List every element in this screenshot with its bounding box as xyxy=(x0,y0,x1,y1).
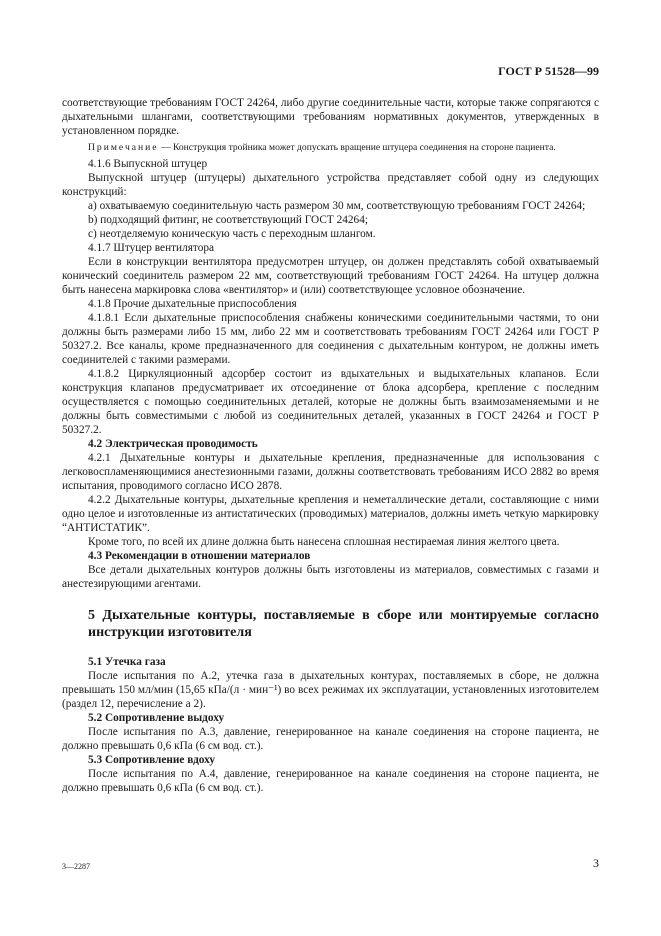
note xyxy=(62,142,599,154)
paragraph: После испытания по А.2, утечка газа в дыхательных контурах, поставляемых в сборе, не должна превышать 150 мл/мин (15,65 кПа/(л · мин⁻¹) во всех режимах их эксплуатации, установленных изготовителем (раздел 12, перечисление а 2). xyxy=(62,670,599,710)
paragraph: Если в конструкции вентилятора предусмотрен штуцер, он должен представлять собой охватываемый конический соединитель размером 22 мм, соответствующий требованиям ГОСТ 24264. На штуцер должна быть нанесена маркировка слова «вентилятор» и (или) соответствующее условное обозначение. xyxy=(62,256,599,296)
paragraph: Выпускной штуцер (штуцеры) дыхательного устройства представляет собой одну из следующих конструкций: xyxy=(62,172,599,198)
section-heading: 5.3 Сопротивление вдоху xyxy=(88,754,216,766)
paragraph: После испытания по А.3, давление, генерированное на канале соединения на стороне пациента, не должно превышать 0,6 кПа (6 см вод. ст.). xyxy=(62,726,599,752)
section-heading: 5.1 Утечка газа xyxy=(88,656,166,668)
clause-heading: 4.1.6 Выпускной штуцер xyxy=(88,158,208,170)
section-heading: 5.2 Сопротивление выдоху xyxy=(88,712,225,724)
paragraph: После испытания по А.4, давление, генерированное на канале соединения на стороне пациента, не должно превышать 0,6 кПа (6 см вод. ст.). xyxy=(62,768,599,794)
paragraph: 4.1.8.1 Если дыхательные приспособления снабжены коническими соединительными частями, то они должны быть размерами либо 15 мм, либо 22 мм и соответствовать требованиям ГОСТ 24264 или ГОСТ Р 50327.2. Все каналы, кроме предназначенного для соединения с дыхательным контуром, не должны иметь соединителей с такими размерами. xyxy=(62,312,599,366)
clause-heading: 4.1.7 Штуцер вентилятора xyxy=(88,242,215,254)
clause-heading: 4.1.8 Прочие дыхательные приспособления xyxy=(88,298,297,310)
section-heading: 4.3 Рекомендации в отношении материалов xyxy=(88,550,311,562)
paragraph: 4.2.1 Дыхательные контуры и дыхательные крепления, предназначенные для использования с легковоспламеняющимися анестезионными газами, должны соответствовать требованиям ИСО 2882 во время испытания, проводимого согласно ИСО 2878. xyxy=(62,452,599,492)
list-item: b) подходящий фитинг, не соответствующий ГОСТ 24264; xyxy=(88,214,368,226)
paragraph: Все детали дыхательных контуров должны быть изготовлены из материалов, совместимых с газами и анестезирующими агентами. xyxy=(62,564,599,590)
paragraph: 4.2.2 Дыхательные контуры, дыхательные крепления и неметаллические детали, составляющие с ними одно целое и изготовленные из антистатических (проводимых) материалов, должны иметь четкую маркировку “АНТИСТАТИК”. xyxy=(62,494,599,534)
standard-code-header: ГОСТ Р 51528—99 xyxy=(498,64,599,78)
print-code: 3—2287 xyxy=(62,862,90,871)
note-label: Примечание xyxy=(88,142,159,153)
page-body xyxy=(62,96,599,795)
page-number: 3 xyxy=(593,856,599,870)
chapter-heading: 5 Дыхательные контуры, поставляемые в сборе или монтируемые согласно инструкции изготовителя xyxy=(88,608,599,640)
list-item: а) охватываемую соединительную часть размером 30 мм, соответствующую требованиям ГОСТ 24264; xyxy=(88,200,586,212)
note-text: — Конструкция тройника может допускать вращение штуцера соединения на стороне пациента. xyxy=(158,142,556,153)
paragraph: соответствующие требованиям ГОСТ 24264, либо другие соединительные части, которые также сопрягаются с дыхательными шлангами, соответствующими требованиям нормативных документов, утвержденных в установленном порядке. xyxy=(62,97,599,137)
section-heading: 4.2 Электрическая проводимость xyxy=(88,438,258,450)
paragraph: 4.1.8.2 Циркуляционный адсорбер состоит из вдыхательных и выдыхательных клапанов. Если конструкция клапанов предусматривает их отсоединение от блока адсорбера, крепление с последним осуществляется с помощью соединительных деталей, которые не должны быть взаимозаменяемыми и не должны быть совместимыми с любой из соединительных деталей, указанных в ГОСТ 24264 и ГОСТ Р 50327.2. xyxy=(62,368,599,436)
paragraph: Кроме того, по всей их длине должна быть нанесена сплошная нестираемая линия желтого цвета. xyxy=(88,536,560,548)
list-item: с) неотделяемую коническую часть с переходным шлангом. xyxy=(88,228,376,240)
